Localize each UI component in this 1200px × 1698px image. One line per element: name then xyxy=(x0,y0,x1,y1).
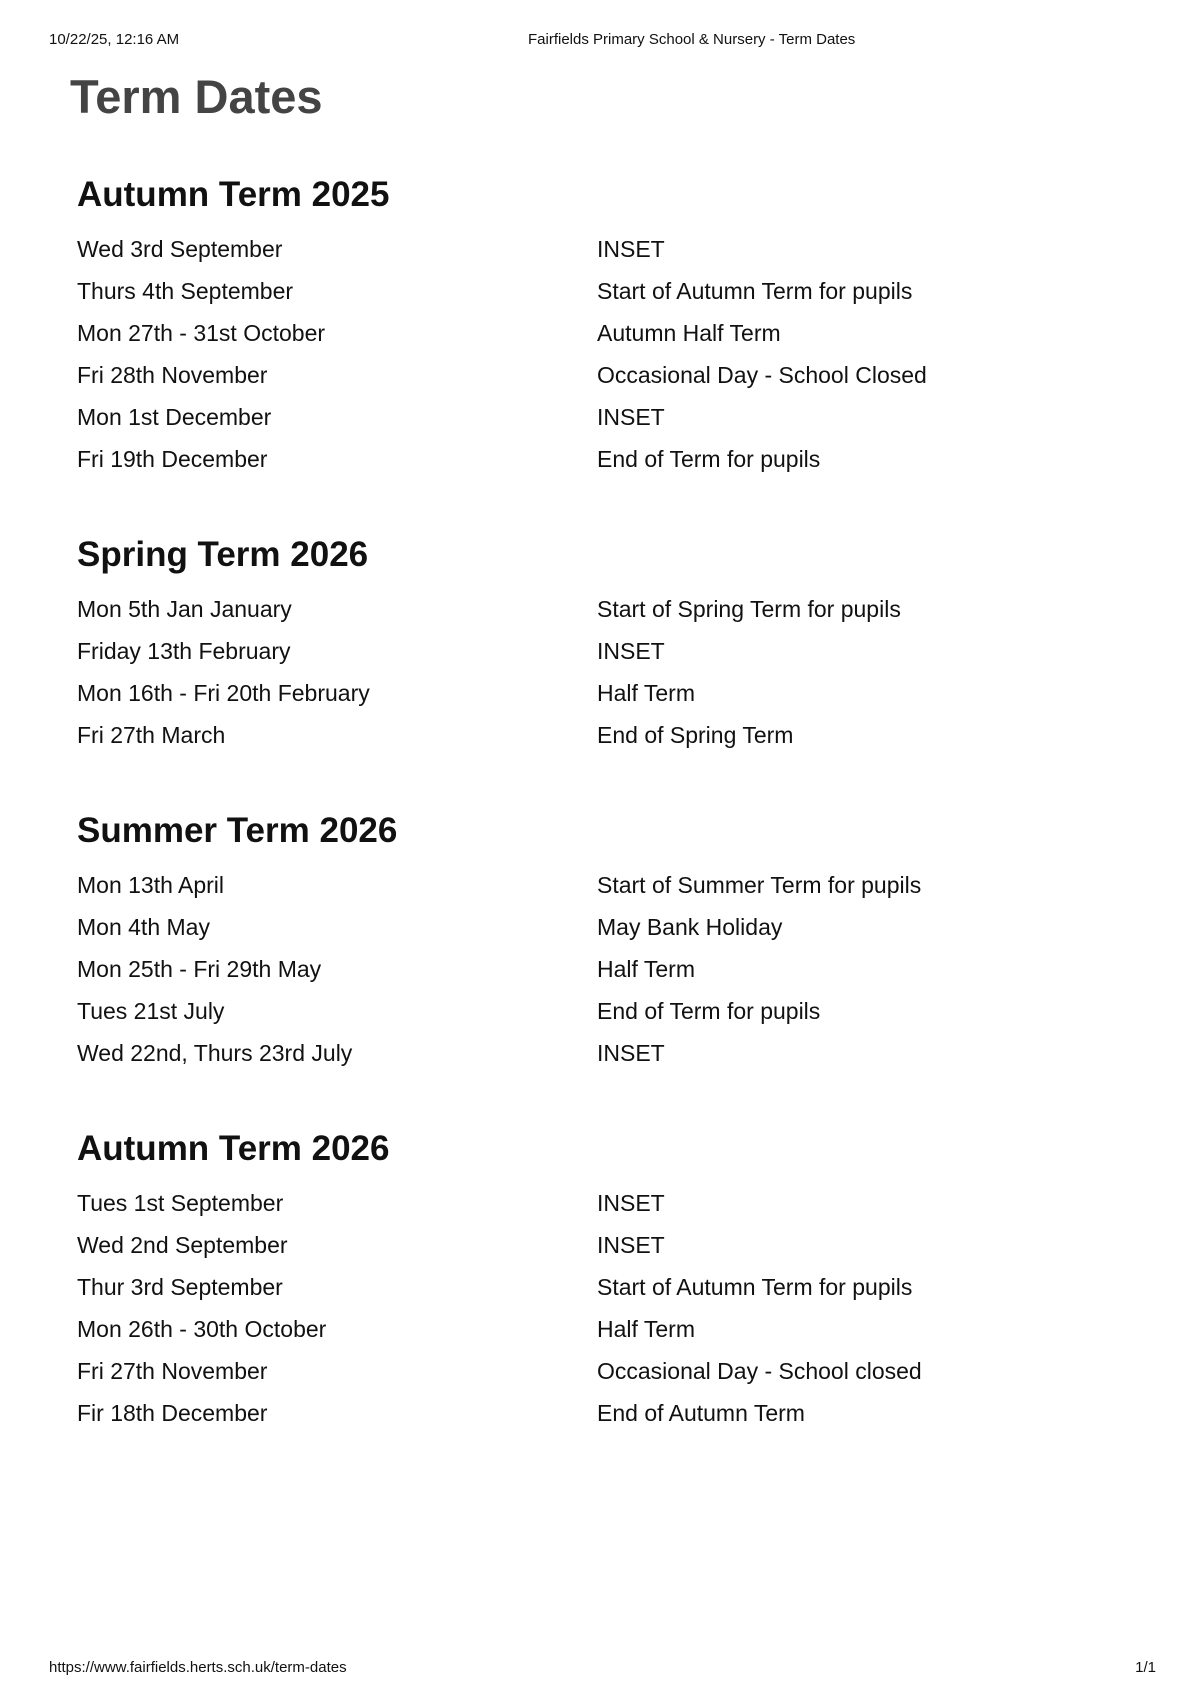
term-row xyxy=(77,312,1127,354)
term-row xyxy=(77,228,1127,270)
print-footer xyxy=(0,1659,1200,1679)
term-row-date: Mon 13th April xyxy=(77,872,225,898)
term-row xyxy=(77,630,1127,672)
term-section-summer-2026 xyxy=(77,806,1127,1074)
term-row-date: Wed 3rd September xyxy=(77,236,283,262)
term-row xyxy=(77,906,1127,948)
term-row-event: Start of Spring Term for pupils xyxy=(597,596,901,622)
term-row-event: Start of Autumn Term for pupils xyxy=(597,1274,913,1300)
term-row xyxy=(77,1392,1127,1434)
term-row-date: Mon 16th - Fri 20th February xyxy=(77,680,370,706)
term-row-date: Fri 27th November xyxy=(77,1358,268,1384)
term-row-date: Mon 1st December xyxy=(77,404,272,430)
term-row-date: Mon 5th Jan January xyxy=(77,596,292,622)
term-row-date: Mon 26th - 30th October xyxy=(77,1316,327,1342)
term-row-date: Thurs 4th September xyxy=(77,278,294,304)
term-row xyxy=(77,948,1127,990)
term-row-event: Half Term xyxy=(597,1316,695,1342)
term-dates-content xyxy=(77,170,1127,1484)
term-row-date: Tues 21st July xyxy=(77,998,225,1024)
term-row-event: Occasional Day - School closed xyxy=(597,1358,922,1384)
term-section-spring-2026 xyxy=(77,530,1127,756)
term-row-event: Half Term xyxy=(597,956,695,982)
term-row-date: Wed 2nd September xyxy=(77,1232,288,1258)
page-title: Term Dates xyxy=(70,70,323,123)
term-heading: Spring Term 2026 xyxy=(77,535,369,574)
print-url: https://www.fairfields.herts.sch.uk/term-dates xyxy=(49,1659,347,1676)
term-row xyxy=(77,438,1127,480)
term-heading: Autumn Term 2025 xyxy=(77,175,390,214)
print-doc-title: Fairfields Primary School & Nursery - Term Dates xyxy=(528,31,856,48)
term-row-event: INSET xyxy=(597,404,665,430)
term-row-event: Start of Autumn Term for pupils xyxy=(597,278,913,304)
term-row-date: Fri 27th March xyxy=(77,722,226,748)
term-row xyxy=(77,1032,1127,1074)
term-row xyxy=(77,1182,1127,1224)
term-row-date: Thur 3rd September xyxy=(77,1274,283,1300)
term-row-date: Fri 28th November xyxy=(77,362,268,388)
term-section-autumn-2025 xyxy=(77,170,1127,480)
term-row xyxy=(77,396,1127,438)
term-row-event: End of Autumn Term xyxy=(597,1400,805,1426)
term-row-date: Fri 19th December xyxy=(77,446,268,472)
term-heading: Summer Term 2026 xyxy=(77,811,398,850)
term-row xyxy=(77,1266,1127,1308)
term-row xyxy=(77,270,1127,312)
term-section-autumn-2026 xyxy=(77,1124,1127,1434)
term-row-event: INSET xyxy=(597,236,665,262)
term-heading: Autumn Term 2026 xyxy=(77,1129,390,1168)
print-header xyxy=(0,31,1200,51)
term-row-event: End of Spring Term xyxy=(597,722,794,748)
term-row-event: INSET xyxy=(597,1040,665,1066)
term-row xyxy=(77,672,1127,714)
term-row xyxy=(77,1350,1127,1392)
term-row xyxy=(77,588,1127,630)
term-row-event: INSET xyxy=(597,1190,665,1216)
term-row-event: End of Term for pupils xyxy=(597,446,821,472)
term-row xyxy=(77,1308,1127,1350)
term-row-event: INSET xyxy=(597,1232,665,1258)
term-row-event: INSET xyxy=(597,638,665,664)
term-row-date: Fir 18th December xyxy=(77,1400,268,1426)
term-row-event: End of Term for pupils xyxy=(597,998,821,1024)
term-row-event: Occasional Day - School Closed xyxy=(597,362,927,388)
term-row xyxy=(77,1224,1127,1266)
term-row-date: Mon 4th May xyxy=(77,914,210,940)
term-row-date: Wed 22nd, Thurs 23rd July xyxy=(77,1040,353,1066)
term-row xyxy=(77,714,1127,756)
term-row xyxy=(77,990,1127,1032)
term-row-event: Autumn Half Term xyxy=(597,320,781,346)
term-row xyxy=(77,354,1127,396)
term-row xyxy=(77,864,1127,906)
page-count: 1/1 xyxy=(1135,1659,1156,1676)
term-row-date: Mon 25th - Fri 29th May xyxy=(77,956,322,982)
print-datetime: 10/22/25, 12:16 AM xyxy=(49,31,180,48)
term-row-date: Friday 13th February xyxy=(77,638,291,664)
term-row-date: Tues 1st September xyxy=(77,1190,284,1216)
term-row-date: Mon 27th - 31st October xyxy=(77,320,326,346)
term-row-event: Start of Summer Term for pupils xyxy=(597,872,922,898)
term-row-event: May Bank Holiday xyxy=(597,914,783,940)
term-row-event: Half Term xyxy=(597,680,695,706)
